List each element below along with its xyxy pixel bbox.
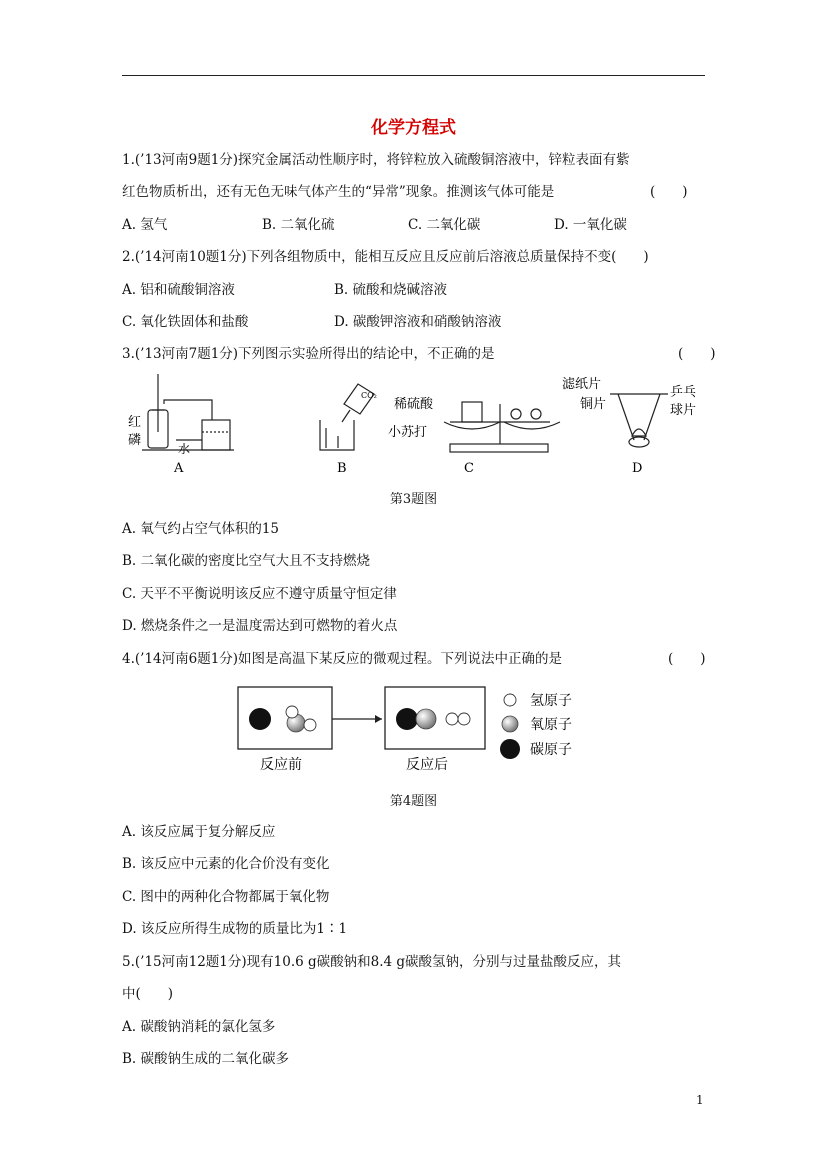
before-label: 反应前 <box>260 757 302 773</box>
q4-text-line1: 4.(’14河南6题1分)如图是高温下某反应的微观过程。下列说法中正确的是 <box>122 651 563 667</box>
q2-option-c: C. 氧化铁固体和盐酸 <box>122 314 249 330</box>
q3-option-a: A. 氧气约占空气体积的15 <box>122 521 280 537</box>
q1-option-a: A. 氢气 <box>122 217 168 233</box>
experiment-c-soda-label: 小苏打 <box>388 425 428 440</box>
q4-option-b: B. 该反应中元素的化合价没有变化 <box>122 856 330 872</box>
after-label: 反应后 <box>406 757 448 773</box>
q5-text-line2: 中( ) <box>122 986 174 1002</box>
legend-carbon-label: 碳原子 <box>530 742 572 758</box>
legend-oxygen-icon <box>502 716 518 732</box>
q3-option-d: D. 燃烧条件之一是温度需达到可燃物的着火点 <box>122 618 398 634</box>
experiment-b-co2-label: CO₂ <box>361 391 377 400</box>
q2-text-line1: 2.(’14河南10题1分)下列各组物质中，能相互反应且反应前后溶液总质量保持不变( ) <box>122 249 649 265</box>
oxygen-atom <box>416 709 436 729</box>
legend-hydrogen-label: 氢原子 <box>530 693 572 709</box>
legend-oxygen-label: 氧原子 <box>530 717 572 733</box>
q3-figure-caption: 第3题图 <box>389 492 438 507</box>
q4-figure-caption: 第4题图 <box>389 794 438 809</box>
experiment-c-acid-label: 稀硫酸 <box>394 397 434 412</box>
hydrogen-atom <box>446 713 458 725</box>
q5-text-line1: 5.(’15河南12题1分)现有10.6 g碳酸钠和8.4 g碳酸氢钠，分别与过量盐酸反应，其 <box>122 954 622 970</box>
experiment-d-copper-label: 铜片 <box>580 397 607 412</box>
q3-answer-paren: ( ) <box>678 346 716 362</box>
q2-option-d: D. 碳酸钾溶液和硝酸钠溶液 <box>334 314 502 330</box>
experiment-c-apparatus <box>444 402 560 452</box>
q1-option-c: C. 二氧化碳 <box>408 217 481 233</box>
q4-option-d: D. 该反应所得生成物的质量比为1∶1 <box>122 921 348 937</box>
q3-experiment-figure <box>122 370 705 480</box>
q3-option-c: C. 天平不平衡说明该反应不遵守质量守恒定律 <box>122 586 397 602</box>
page-title: 化学方程式 <box>371 118 456 138</box>
q1-option-b: B. 二氧化硫 <box>262 217 335 233</box>
q5-option-a: A. 碳酸钠消耗的氯化氢多 <box>122 1019 276 1035</box>
experiment-d-pingpong-label-2: 球片 <box>670 403 697 418</box>
q1-text-line2: 红色物质析出，还有无色无味气体产生的“异常”现象。推测该气体可能是 <box>122 184 555 200</box>
hydrogen-atom <box>304 719 316 731</box>
legend-carbon-icon <box>500 739 520 759</box>
hydrogen-atom <box>286 706 298 718</box>
experiment-b-letter: B <box>337 461 347 476</box>
q4-option-a: A. 该反应属于复分解反应 <box>122 824 276 840</box>
experiment-a-label-water: 水 <box>178 442 191 456</box>
experiment-d-letter: D <box>632 461 643 476</box>
experiment-d-apparatus <box>610 394 668 447</box>
q4-option-c: C. 图中的两种化合物都属于氧化物 <box>122 889 330 905</box>
experiment-d-pingpong-label-1: 乒乓 <box>670 385 697 400</box>
q5-option-b: B. 碳酸钠生成的二氧化碳多 <box>122 1051 290 1067</box>
header-rule <box>122 75 705 76</box>
q1-answer-paren: ( ) <box>650 184 688 200</box>
q1-option-d: D. 一氧化碳 <box>554 217 627 233</box>
q3-text-line1: 3.(’13河南7题1分)下列图示实验所得出的结论中，不正确的是 <box>122 346 495 362</box>
experiment-a-label-red: 红 <box>128 415 142 430</box>
q4-answer-paren: ( ) <box>668 651 706 667</box>
carbon-atom <box>249 708 271 730</box>
experiment-a-letter: A <box>174 461 184 476</box>
q2-option-a: A. 铝和硫酸铜溶液 <box>122 282 235 298</box>
q2-option-b: B. 硫酸和烧碱溶液 <box>334 282 448 298</box>
hydrogen-atom <box>458 713 470 725</box>
experiment-c-letter: C <box>464 461 474 476</box>
experiment-d-filter-label: 滤纸片 <box>562 377 602 392</box>
q3-option-b: B. 二氧化碳的密度比空气大且不支持燃烧 <box>122 553 371 569</box>
q4-molecule-figure <box>230 683 590 778</box>
arrow-head-icon <box>375 715 382 723</box>
experiment-a-label-phosphorus: 磷 <box>128 433 142 448</box>
legend-hydrogen-icon <box>504 694 516 706</box>
page-number: 1 <box>696 1093 704 1107</box>
experiment-a-apparatus <box>142 374 234 450</box>
carbon-atom <box>396 708 418 730</box>
q1-text-line1: 1.(’13河南9题1分)探究金属活动性顺序时，将锌粒放入硫酸铜溶液中，锌粒表面有紫 <box>122 152 630 168</box>
